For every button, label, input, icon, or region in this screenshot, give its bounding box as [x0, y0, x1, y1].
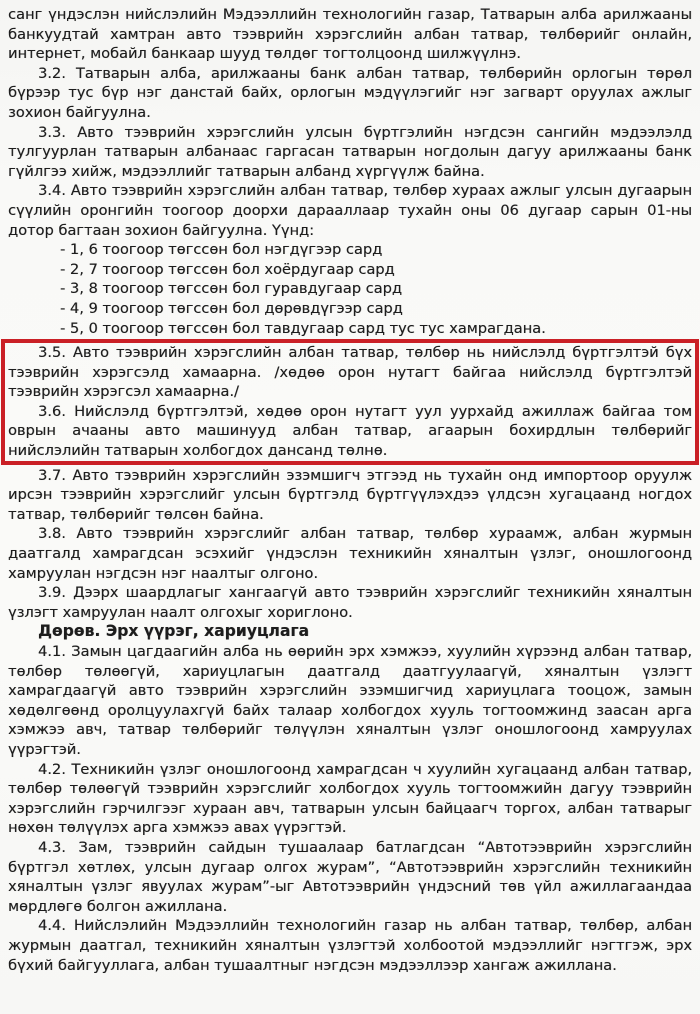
paragraph-3-9: 3.9. Дээрх шаардлагыг хангаагүй авто тээврийн хэрэгслийг техникийн хяналтын үзлэгт хамруулан наалт олгохыг хориглоно. [8, 584, 692, 621]
paragraph-3-7: 3.7. Авто тээврийн хэрэгслийн эзэмшигч этгээд нь тухайн онд импортоор оруулж ирсэн тээврийн хэрэгслийг улсын бүртгэлд бүртгүүлэхдээ үлдсэн хугацаанд ногдох татвар, төлбөрийг төлсөн байна. [8, 466, 692, 523]
paragraph-3-5: 3.5. Авто тээврийн хэрэгслийн албан татвар, төлбөр нь нийслэлд бүртгэлтэй бүх тээврийн хэрэгсэлд хамаарна. /хөдөө орон нутагт байгаа нийслэлд бүртгэлтэй тээврийн хэрэгсэл хамаарна./ [8, 344, 692, 401]
paragraph-4-3: 4.3. Зам, тээврийн сайдын тушаалаар батлагдсан “Автотээврийн хэрэгслийн бүртгэл хөтлөх, улсын дугаар олгох журам”, “Автотээврийн хэрэгслийн техникийн хяналтын үзлэг явуулах журам”-ыг Автотээврийн үндэсний төв үйл ажиллагаандаа мөрдлөгө болгон ажиллана. [8, 838, 692, 915]
paragraph-3-6: 3.6. Нийслэлд бүртгэлтэй, хөдөө орон нутагт уул уурхайд ажиллаж байгаа том оврын ачааны авто машинууд албан татвар, агаарын бохирдлын төлбөрийг нийслэлийн татварын холбогдох дансанд төлнө. [8, 402, 692, 460]
paragraph-3-3: 3.3. Авто тээврийн хэрэгслийн улсын бүртгэлийн нэгдсэн сангийн мэдээлэлд тулгуурлан татварын албанаас гаргасан татварын ногдолын дагуу арилжааны банк гүйлгээ хийж, мэдээллийг татварын албанд хүргүүлж байна. [8, 123, 692, 180]
paragraph-3-8: 3.8. Авто тээврийн хэрэгслийг албан татвар, төлбөр хураамж, албан журмын даатгалд хамрагдсан эсэхийг үндэслэн техникийн хяналтын үзлэг, оношлогоонд хамруулан нэгдсэн нэг наалтыг олгоно. [8, 525, 692, 582]
paragraph-continuation: санг үндэслэн нийслэлийн Мэдээллийн технологийн газар, Татварын алба арилжааны банкуудтай хамтран авто тээврийн хэрэгслийн албан татвар, төлбөрийг онлайн, интернет, мобайл банкаар шууд төлдөг тогтолцоонд шилжүүлнэ. [8, 6, 692, 63]
deadline-list [8, 240, 692, 338]
paragraph-3-2: 3.2. Татварын алба, арилжааны банк албан татвар, төлбөрийн орлогын төрөл бүрээр тус бүр нэг данстай байх, орлогын мэдүүлэгийг нэг загварт оруулах ажлыг зохион байгуулна. [8, 64, 692, 121]
paragraph-3-4: 3.4. Авто тээврийн хэрэгслийн албан татвар, төлбөр хураах ажлыг улсын дугаарын сүүлийн оронгийн тоогоор доорхи дарааллаар тухайн оны 06 дугаар сарын 01-ны дотор багтаан зохион байгуулна. Үүнд: [8, 182, 692, 239]
paragraph-4-1: 4.1. Замын цагдаагийн алба нь өөрийн эрх хэмжээ, хуулийн хүрээнд албан татвар, төлбөр төлөөгүй, хариуцлагын даатгалд даатгуулаагүй, хяналтын үзлэгт хамрагдаагүй авто тээврийн хэрэгслийн эзэмшигчид хариуцлага тооцож, замын хөдөлгөөнд оролцуулахгүй байх талаар холбогдох хууль тогтоомжинд заасан арга хэмжээ авч, татвар төлбөрийг төлүүлэн хяналтын үзлэг оношлогоонд хамруулах үүрэгтэй. [8, 643, 692, 758]
deadline-item-2: - 2, 7 тоогоор төгссөн бол хоёрдугаар сард [60, 260, 395, 278]
deadline-item-3: - 3, 8 тоогоор төгссөн бол гуравдугаар сард [60, 280, 402, 298]
deadline-item-1: - 1, 6 тоогоор төгссөн бол нэгдүгээр сард [60, 241, 383, 259]
deadline-item-4: - 4, 9 тоогоор төгссөн бол дөрөвдүгээр сард [60, 299, 403, 317]
paragraph-4-2: 4.2. Техникийн үзлэг оношлогоонд хамрагдсан ч хуулийн хугацаанд албан татвар, төлбөр төлөөгүй тээврийн хэрэгслийг холбогдох хууль тогтоомжийн дагуу тээврийн хэрэгслийн гэрчилгээг хураан авч, татварын улсын байцаагч торгох, албан татварыг нөхөн төлүүлэх арга хэмжээ авах үүрэгтэй. [8, 760, 692, 837]
chapter-heading: Дөрөв. Эрх үүрэг, хариуцлага [38, 622, 310, 641]
red-highlight-box [1, 339, 699, 465]
paragraph-4-4: 4.4. Нийслэлийн Мэдээллийн технологийн газар нь албан татвар, төлбөр, албан журмын даатгал, техникийн хяналтын үзлэгтэй холбоотой мэдээллийг нэгтгэж, эрх бүхий байгууллага, албан тушаалтныг нэгдсэн мэдээллээр хангаж ажиллана. [8, 917, 692, 974]
deadline-item-5: - 5, 0 тоогоор төгссөн бол тавдугаар сард тус тус хамрагдана. [60, 319, 546, 337]
